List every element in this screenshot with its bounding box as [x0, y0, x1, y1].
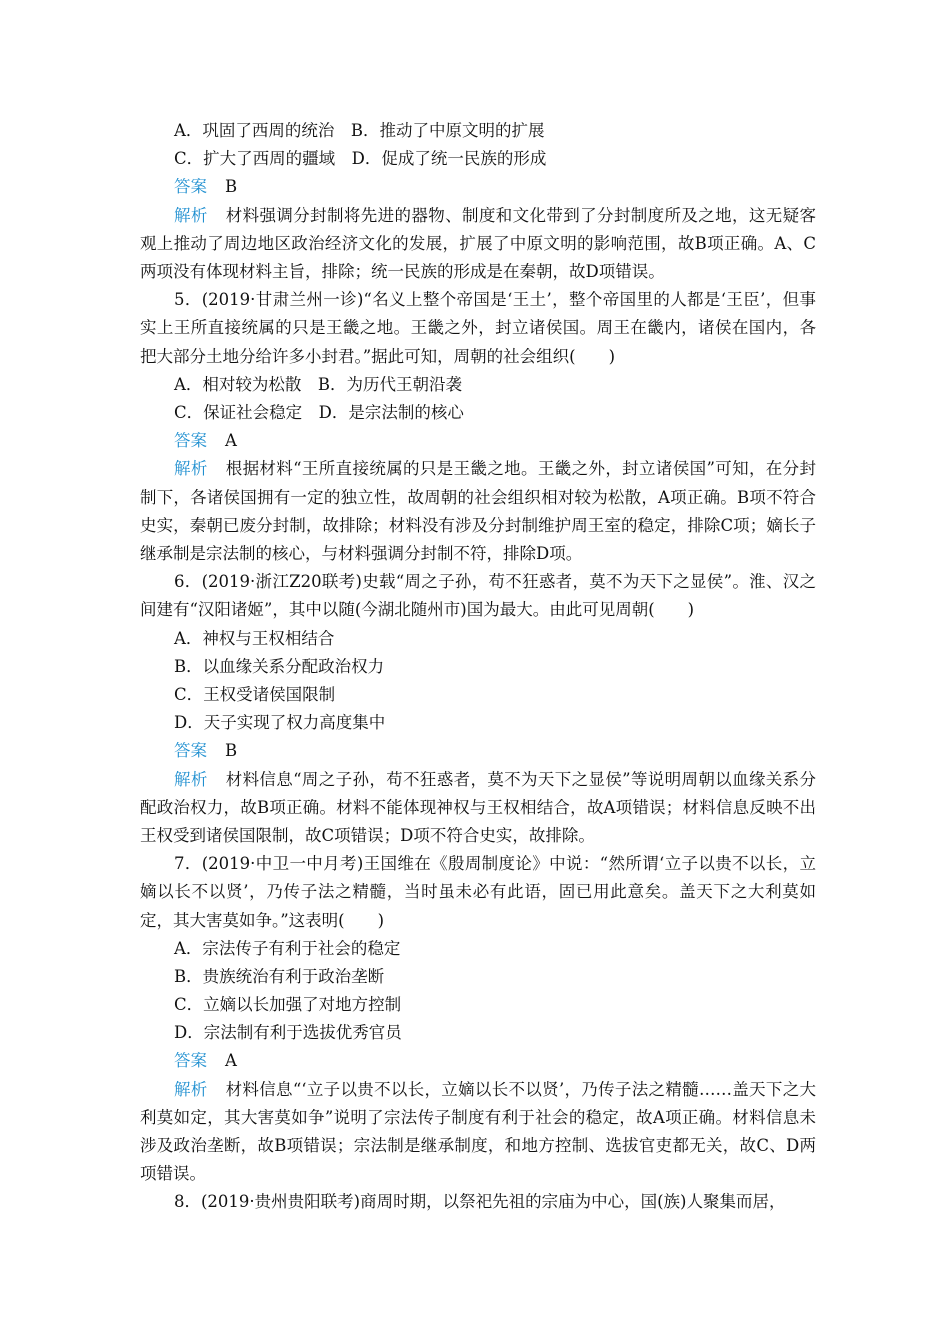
q5-option-line: C．保证社会稳定 D．是宗法制的核心 — [174, 402, 464, 422]
q6-stem: 6．(2019·浙江Z20联考)史载“周之子孙，苟不狂惑者，莫不为天下之显侯”。淮、汉之间建有“汉阳诸姬”，其中以随(今湖北随州市)国为最大。由此可见周朝( ) — [140, 572, 816, 620]
answer-value: B — [225, 177, 238, 197]
analysis-text: 材料强调分封制将先进的器物、制度和文化带到了分封制度所及之地，这无疑客观上推动了周边地区政治经济文化的发展，扩展了中原文明的影响范围，故B项正确。A、C两项没有体现材料主旨，排除；统一民族的形成是在秦朝，故D项错误。 — [140, 205, 816, 281]
analysis-label: 解析 — [174, 769, 208, 789]
q6-option-d: D．天子实现了权力高度集中 — [174, 713, 386, 733]
document-content — [140, 117, 816, 1217]
q4-answer — [140, 173, 816, 201]
q7-answer — [140, 1047, 816, 1075]
analysis-label: 解析 — [174, 1079, 208, 1099]
q4-analysis — [140, 202, 816, 287]
analysis-text: 材料信息“周之子孙，苟不狂惑者，莫不为天下之显侯”等说明周朝以血缘关系分配政治权力，故B项正确。材料不能体现神权与王权相结合，故A项错误；材料信息反映不出王权受到诸侯国限制，故C项错误；D项不符合史实，故排除。 — [140, 769, 817, 845]
q6-option-b: B．以血缘关系分配政治权力 — [174, 656, 385, 676]
answer-value: B — [225, 741, 238, 761]
q6-option-a: A．神权与王权相结合 — [174, 628, 335, 648]
analysis-label: 解析 — [174, 459, 208, 479]
answer-label: 答案 — [174, 741, 207, 761]
q6-analysis — [140, 766, 816, 851]
q6-option-c: C．王权受诸侯国限制 — [174, 684, 336, 704]
answer-label: 答案 — [174, 431, 207, 451]
analysis-text: 根据材料“王所直接统属的只是王畿之地。王畿之外，封立诸侯国”可知，在分封制下，各诸侯国拥有一定的独立性，故周朝的社会组织相对较为松散，A项正确。B项不符合史实，秦朝已废分封制，故排除；材料没有涉及分封制维护周王室的稳定，排除C项；嫡长子继承制是宗法制的核心，与材料强调分封制不符，排除D项。 — [140, 459, 817, 563]
q7-option-c: C．立嫡以长加强了对地方控制 — [174, 995, 402, 1015]
q7-stem: 7．(2019·中卫一中月考)王国维在《殷周制度论》中说：“然所谓‘立子以贵不以长，立嫡以长不以贤’，乃传子法之精髓，当时虽未必有此语，固已用此意矣。盖天下之大利莫如定，其大害莫如争。”这表明( ) — [140, 854, 816, 930]
analysis-label: 解析 — [174, 205, 208, 225]
q5-stem: 5．(2019·甘肃兰州一诊)“名义上整个帝国是‘王土’，整个帝国里的人都是‘王臣’，但事实上王所直接统属的只是王畿之地。王畿之外，封立诸侯国。周王在畿内，诸侯在国内，各把大部分土地分给许多小封君。”据此可知，周朝的社会组织( ) — [140, 290, 816, 366]
q7-option-d: D．宗法制有利于选拔优秀官员 — [174, 1023, 402, 1043]
q4-option-line: A．巩固了西周的统治 B．推动了中原文明的扩展 — [174, 121, 545, 140]
answer-label: 答案 — [174, 1051, 207, 1071]
answer-value: A — [225, 1051, 237, 1071]
q6-answer — [140, 737, 816, 765]
answer-label: 答案 — [174, 177, 207, 197]
answer-value: A — [225, 431, 237, 451]
q5-analysis — [140, 455, 816, 568]
q5-answer — [140, 427, 816, 455]
q7-option-b: B．贵族统治有利于政治垄断 — [174, 966, 385, 986]
q5-option-line: A．相对较为松散 B．为历代王朝沿袭 — [174, 374, 463, 394]
q4-option-line: C．扩大了西周的疆域 D．促成了统一民族的形成 — [174, 149, 547, 169]
q8-stem: 8．(2019·贵州贵阳联考)商周时期，以祭祀先祖的宗庙为中心，国(族)人聚集而居， — [174, 1192, 786, 1212]
q7-analysis — [140, 1076, 816, 1189]
analysis-text: 材料信息“‘立子以贵不以长，立嫡以长不以贤’，乃传子法之精髓……盖天下之大利莫如定，其大害莫如争”说明了宗法传子制度有利于社会的稳定，故A项正确。材料信息未涉及政治垄断，故B项错误；宗法制是继承制度，和地方控制、选拔官吏都无关，故C、D两项错误。 — [140, 1079, 816, 1184]
q7-option-a: A．宗法传子有利于社会的稳定 — [174, 938, 401, 958]
